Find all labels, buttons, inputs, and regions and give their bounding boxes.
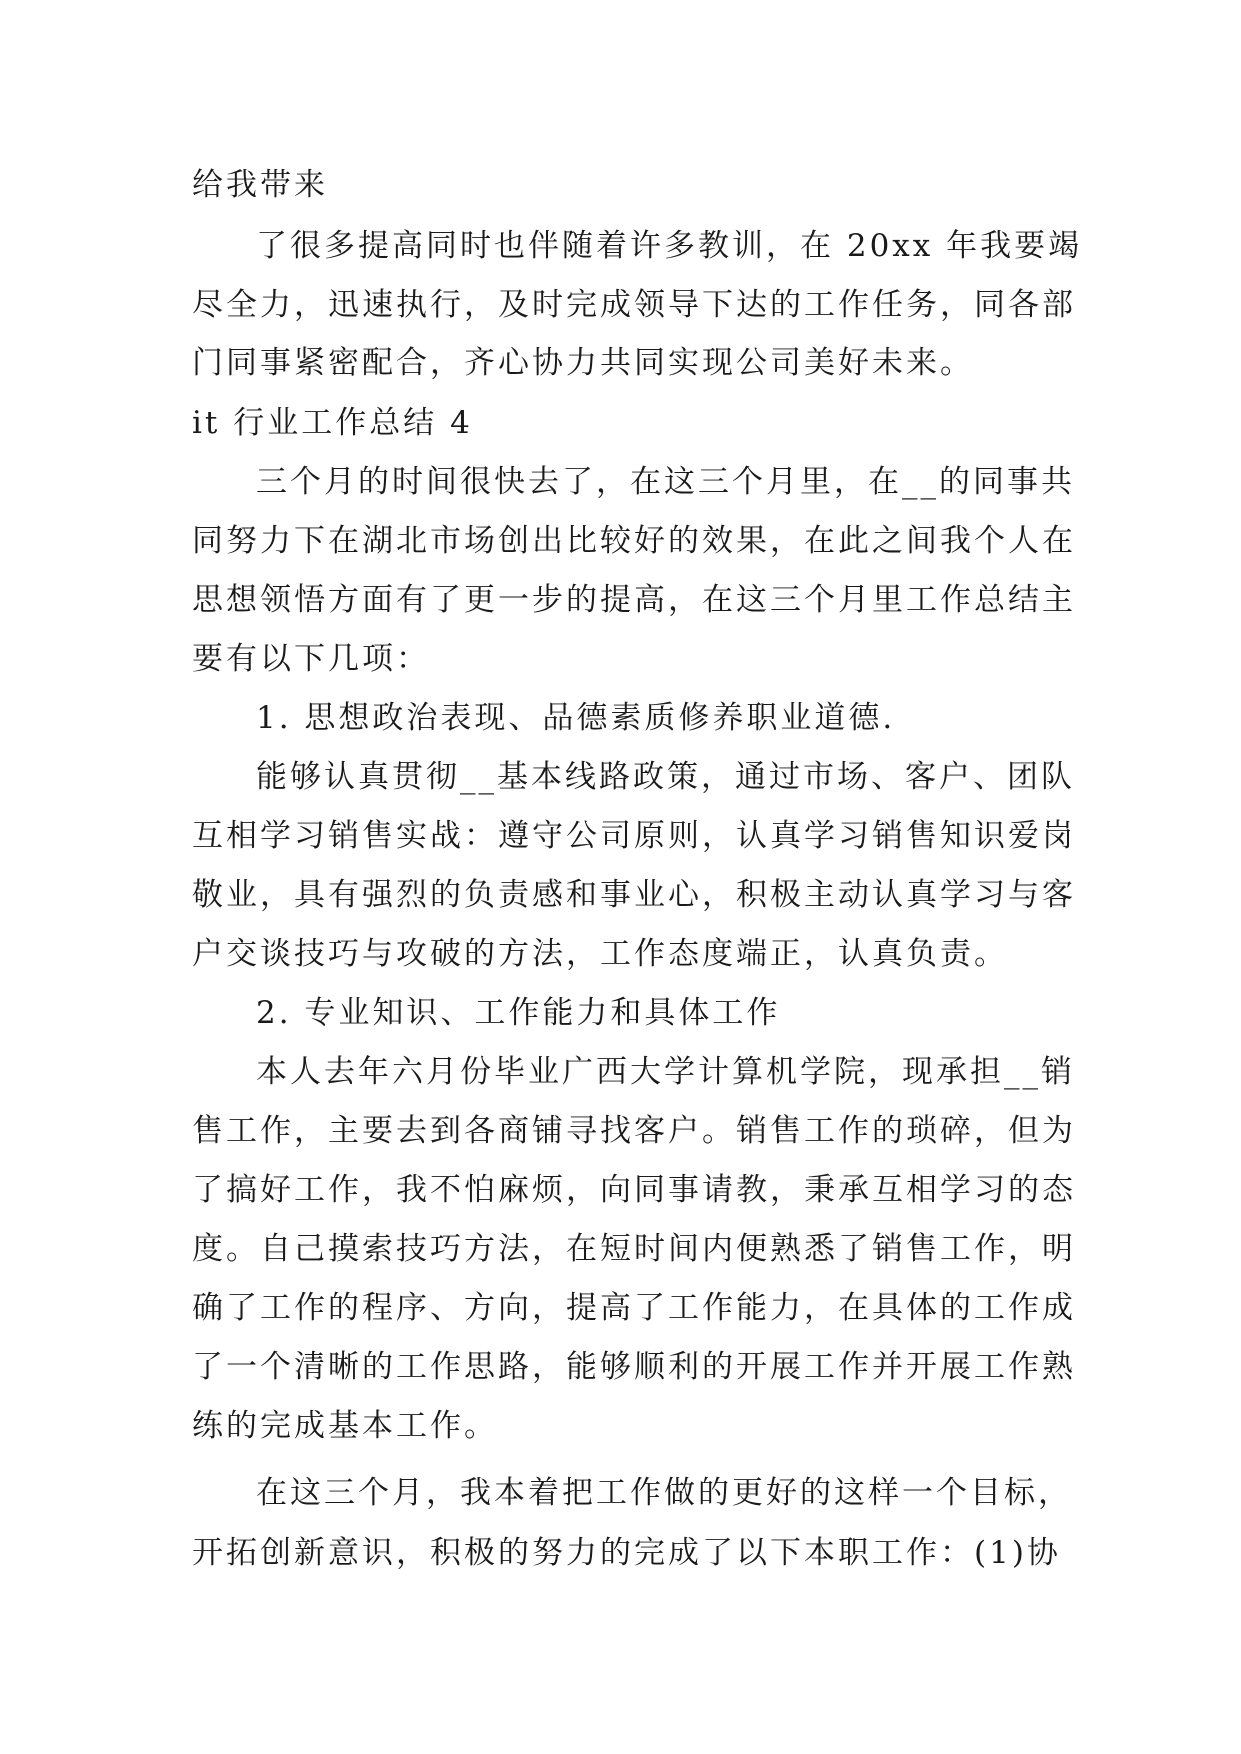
section-heading: it 行业工作总结 4 bbox=[192, 405, 473, 441]
list-item-heading: 2. 专业知识、工作能力和具体工作 bbox=[256, 995, 781, 1031]
text-line: 确了工作的程序、方向，提高了工作能力，在具体的工作成 bbox=[192, 1290, 1076, 1326]
text-line: 度。自己摸索技巧方法，在短时间内便熟悉了销售工作，明 bbox=[192, 1231, 1076, 1267]
text-line: 本人去年六月份毕业广西大学计算机学院，现承担__销 bbox=[256, 1054, 1075, 1090]
text-line: 同努力下在湖北市场创出比较好的效果，在此之间我个人在 bbox=[192, 523, 1076, 559]
text-line: 了很多提高同时也伴随着许多教训，在 20xx 年我要竭 bbox=[256, 228, 1083, 264]
text-line: 在这三个月，我本着把工作做的更好的这样一个目标， bbox=[256, 1475, 1072, 1511]
text-line: 门同事紧密配合，齐心协力共同实现公司美好未来。 bbox=[192, 345, 974, 381]
text-line: 要有以下几项： bbox=[192, 641, 430, 677]
text-line: 尽全力，迅速执行，及时完成领导下达的工作任务，同各部 bbox=[192, 287, 1076, 323]
text-line: 互相学习销售实战：遵守公司原则，认真学习销售知识爱岗 bbox=[192, 818, 1076, 854]
text-line: 给我带来 bbox=[192, 167, 328, 203]
text-line: 三个月的时间很快去了，在这三个月里，在__的同事共 bbox=[256, 464, 1075, 500]
text-line: 练的完成基本工作。 bbox=[192, 1408, 498, 1444]
text-line: 能够认真贯彻__基本线路政策，通过市场、客户、团队 bbox=[256, 759, 1075, 795]
list-item-heading: 1. 思想政治表现、品德素质修养职业道德. bbox=[256, 700, 896, 736]
text-line: 了一个清晰的工作思路，能够顺利的开展工作并开展工作熟 bbox=[192, 1349, 1076, 1385]
text-line: 敬业，具有强烈的负责感和事业心，积极主动认真学习与客 bbox=[192, 877, 1076, 913]
text-line: 了搞好工作，我不怕麻烦，向同事请教，秉承互相学习的态 bbox=[192, 1172, 1076, 1208]
text-line: 思想领悟方面有了更一步的提高，在这三个月里工作总结主 bbox=[192, 582, 1076, 618]
text-line: 售工作，主要去到各商铺寻找客户。销售工作的琐碎，但为 bbox=[192, 1113, 1076, 1149]
text-line: 户交谈技巧与攻破的方法，工作态度端正，认真负责。 bbox=[192, 936, 1008, 972]
text-line: 开拓创新意识，积极的努力的完成了以下本职工作：(1)协 bbox=[192, 1535, 1061, 1571]
